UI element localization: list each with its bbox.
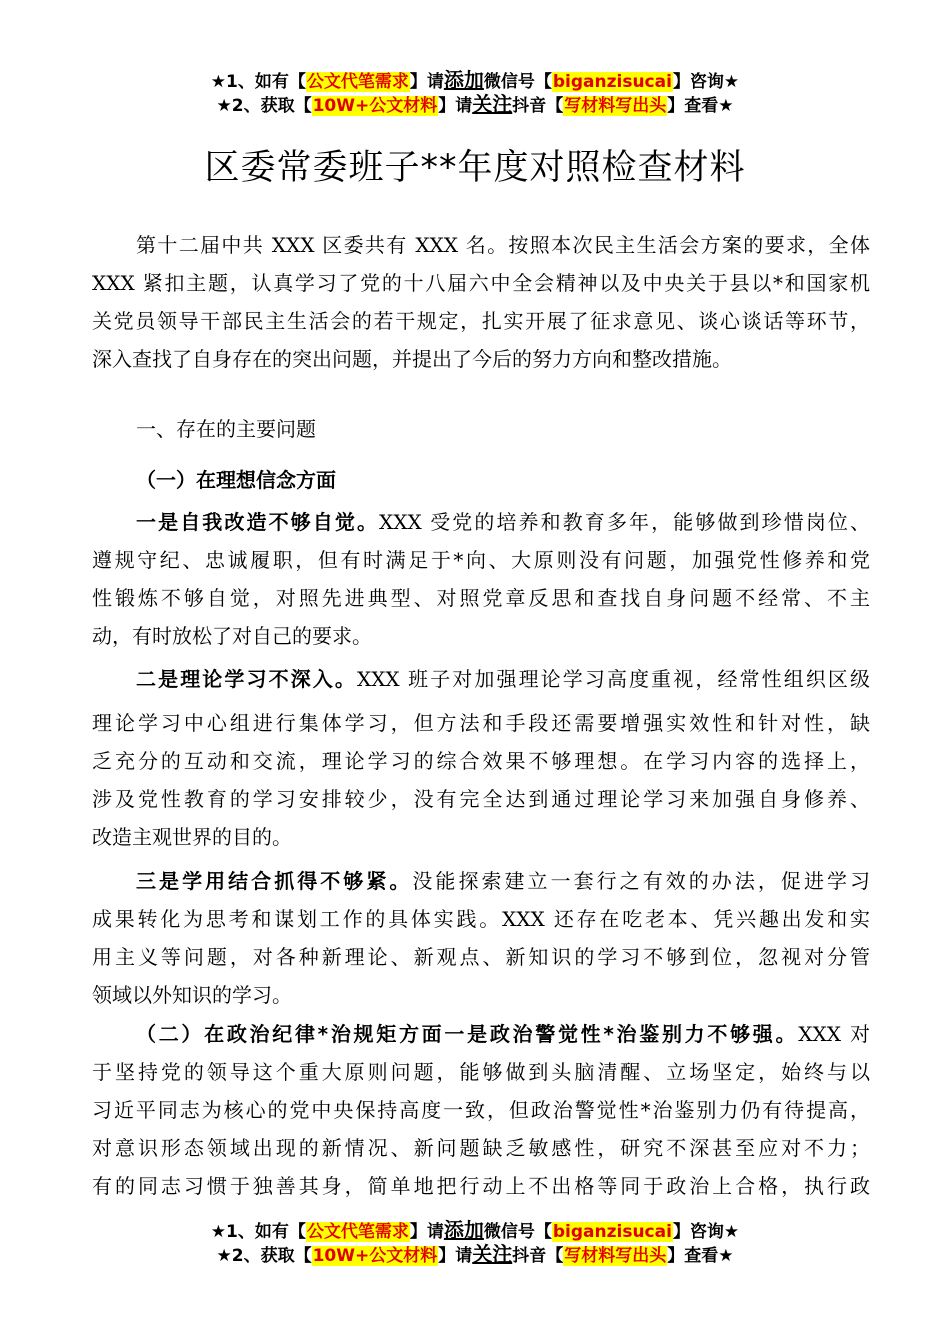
text-line: 关党员领导干部民主生活会的若干规定，扎实开展了征求意见、谈心谈话等环节， bbox=[92, 309, 870, 333]
banner-text: 】查看★ bbox=[667, 96, 734, 116]
banner-text: 】查看★ bbox=[667, 1246, 734, 1266]
intro-paragraph bbox=[92, 226, 870, 378]
paragraph-item-4 bbox=[92, 1015, 870, 1205]
banner-text: 】请 bbox=[438, 96, 473, 116]
banner-text: 】请 bbox=[438, 1246, 473, 1266]
paragraph-lead: （二）在政治纪律*治规矩方面一是政治警觉性*治鉴别力不够强。 bbox=[136, 1022, 799, 1046]
paragraph-item-3 bbox=[92, 862, 870, 1014]
paragraph-item-1 bbox=[92, 503, 870, 655]
banner-highlight: 公文代笔需求 bbox=[306, 1222, 409, 1242]
banner-highlight: 公文代笔需求 bbox=[306, 72, 409, 92]
banner-text: 】请 bbox=[409, 72, 444, 92]
text-span: XXX 受党的培养和教育多年，能够做到珍惜岗位、 bbox=[379, 510, 870, 534]
banner-emphasis: 添加 bbox=[443, 68, 484, 92]
banner-highlight: biganzisucai bbox=[552, 1222, 672, 1242]
text-span: XXX 班子对加强理论学习高度重视，经常性组织区级 bbox=[356, 667, 870, 691]
text-line: 成果转化为思考和谋划工作的具体实践。XXX 还存在吃老本、凭兴趣出发和实 bbox=[92, 907, 870, 931]
text-line: 第十二届中共 XXX 区委共有 XXX 名。按照本次民主生活会方案的要求，全体 bbox=[136, 233, 870, 257]
text-line bbox=[92, 862, 870, 900]
banner-text: 抖音【 bbox=[512, 96, 564, 116]
banner-text: ★1、如有【 bbox=[210, 72, 306, 92]
text-line: 涉及党性教育的学习安排较少，没有完全达到通过理论学习来加强自身修养、 bbox=[92, 787, 870, 811]
banner-text: 微信号【 bbox=[483, 72, 552, 92]
text-line: 领域以外知识的学习。 bbox=[92, 983, 292, 1007]
document-title: 区委常委班子**年度对照检查材料 bbox=[204, 148, 746, 188]
banner-text: 】咨询★ bbox=[672, 1222, 740, 1242]
text-line: 用主义等问题，对各种新理论、新观点、新知识的学习不够到位，忽视对分管 bbox=[92, 945, 870, 969]
text-line: 深入查找了自身存在的突出问题，并提出了今后的努力方向和整改措施。 bbox=[92, 347, 732, 371]
text-span: 没能探索建立一套行之有效的办法，促进学习 bbox=[412, 869, 870, 893]
text-line bbox=[92, 503, 870, 541]
banner-line-1 bbox=[0, 68, 950, 92]
paragraph-lead: 二是理论学习不深入。 bbox=[136, 667, 357, 691]
text-line: XXX 紧扣主题，认真学习了党的十八届六中全会精神以及中央关于县以*和国家机 bbox=[92, 271, 870, 295]
banner-highlight: biganzisucai bbox=[552, 72, 672, 92]
banner-text: 抖音【 bbox=[512, 1246, 564, 1266]
subsection-heading: （一）在理想信念方面 bbox=[136, 468, 336, 492]
banner-text: ★1、如有【 bbox=[210, 1222, 306, 1242]
paragraph-lead: 三是学用结合抓得不够紧。 bbox=[136, 869, 413, 893]
header-banner bbox=[0, 68, 950, 116]
text-line: 改造主观世界的目的。 bbox=[92, 825, 292, 849]
text-line: 理论学习中心组进行集体学习，但方法和手段还需要增强实效性和针对性，缺 bbox=[92, 711, 870, 735]
banner-text: 微信号【 bbox=[483, 1222, 552, 1242]
text-line: 于坚持党的领导这个重大原则问题，能够做到头脑清醒、立场坚定，始终与以 bbox=[92, 1060, 870, 1084]
banner-emphasis: 关注 bbox=[472, 1242, 513, 1266]
paragraph-lead: 一是自我改造不够自觉。 bbox=[136, 510, 380, 534]
text-line: 乏充分的互动和交流，理论学习的综合效果不够理想。在学习内容的选择上， bbox=[92, 749, 870, 773]
text-line bbox=[92, 1015, 870, 1053]
footer-banner bbox=[0, 1218, 950, 1266]
text-line: 遵规守纪、忠诚履职，但有时满足于*向、大原则没有问题，加强党性修养和党 bbox=[92, 548, 870, 572]
paragraph-item-2 bbox=[92, 660, 870, 856]
banner-highlight: 写材料写出头 bbox=[564, 96, 667, 116]
banner-line-2 bbox=[0, 1242, 950, 1266]
text-line: 性锻炼不够自觉，对照先进典型、对照党章反思和查找自身问题不经常、不主 bbox=[92, 586, 870, 610]
banner-highlight: 10W+公文材料 bbox=[312, 96, 438, 116]
banner-highlight: 10W+公文材料 bbox=[312, 1246, 438, 1266]
banner-text: ★2、获取【 bbox=[216, 1246, 312, 1266]
banner-emphasis: 关注 bbox=[472, 92, 513, 116]
banner-text: 】咨询★ bbox=[672, 72, 740, 92]
text-line: 习近平同志为核心的党中央保持高度一致，但政治警觉性*治鉴别力仍有待提高， bbox=[92, 1098, 870, 1122]
banner-line-1 bbox=[0, 1218, 950, 1242]
banner-text: 】请 bbox=[409, 1222, 444, 1242]
text-line: 对意识形态领域出现的新情况、新问题缺乏敏感性，研究不深甚至应对不力； bbox=[92, 1136, 870, 1160]
banner-emphasis: 添加 bbox=[443, 1218, 484, 1242]
banner-line-2 bbox=[0, 92, 950, 116]
text-span: XXX 对 bbox=[798, 1022, 870, 1046]
text-line: 有的同志习惯于独善其身，简单地把行动上不出格等同于政治上合格，执行政 bbox=[92, 1174, 870, 1198]
banner-highlight: 写材料写出头 bbox=[564, 1246, 667, 1266]
text-line: 动，有时放松了对自己的要求。 bbox=[92, 624, 372, 648]
text-line bbox=[92, 660, 870, 698]
section-heading: 一、存在的主要问题 bbox=[136, 417, 316, 441]
banner-text: ★2、获取【 bbox=[216, 96, 312, 116]
